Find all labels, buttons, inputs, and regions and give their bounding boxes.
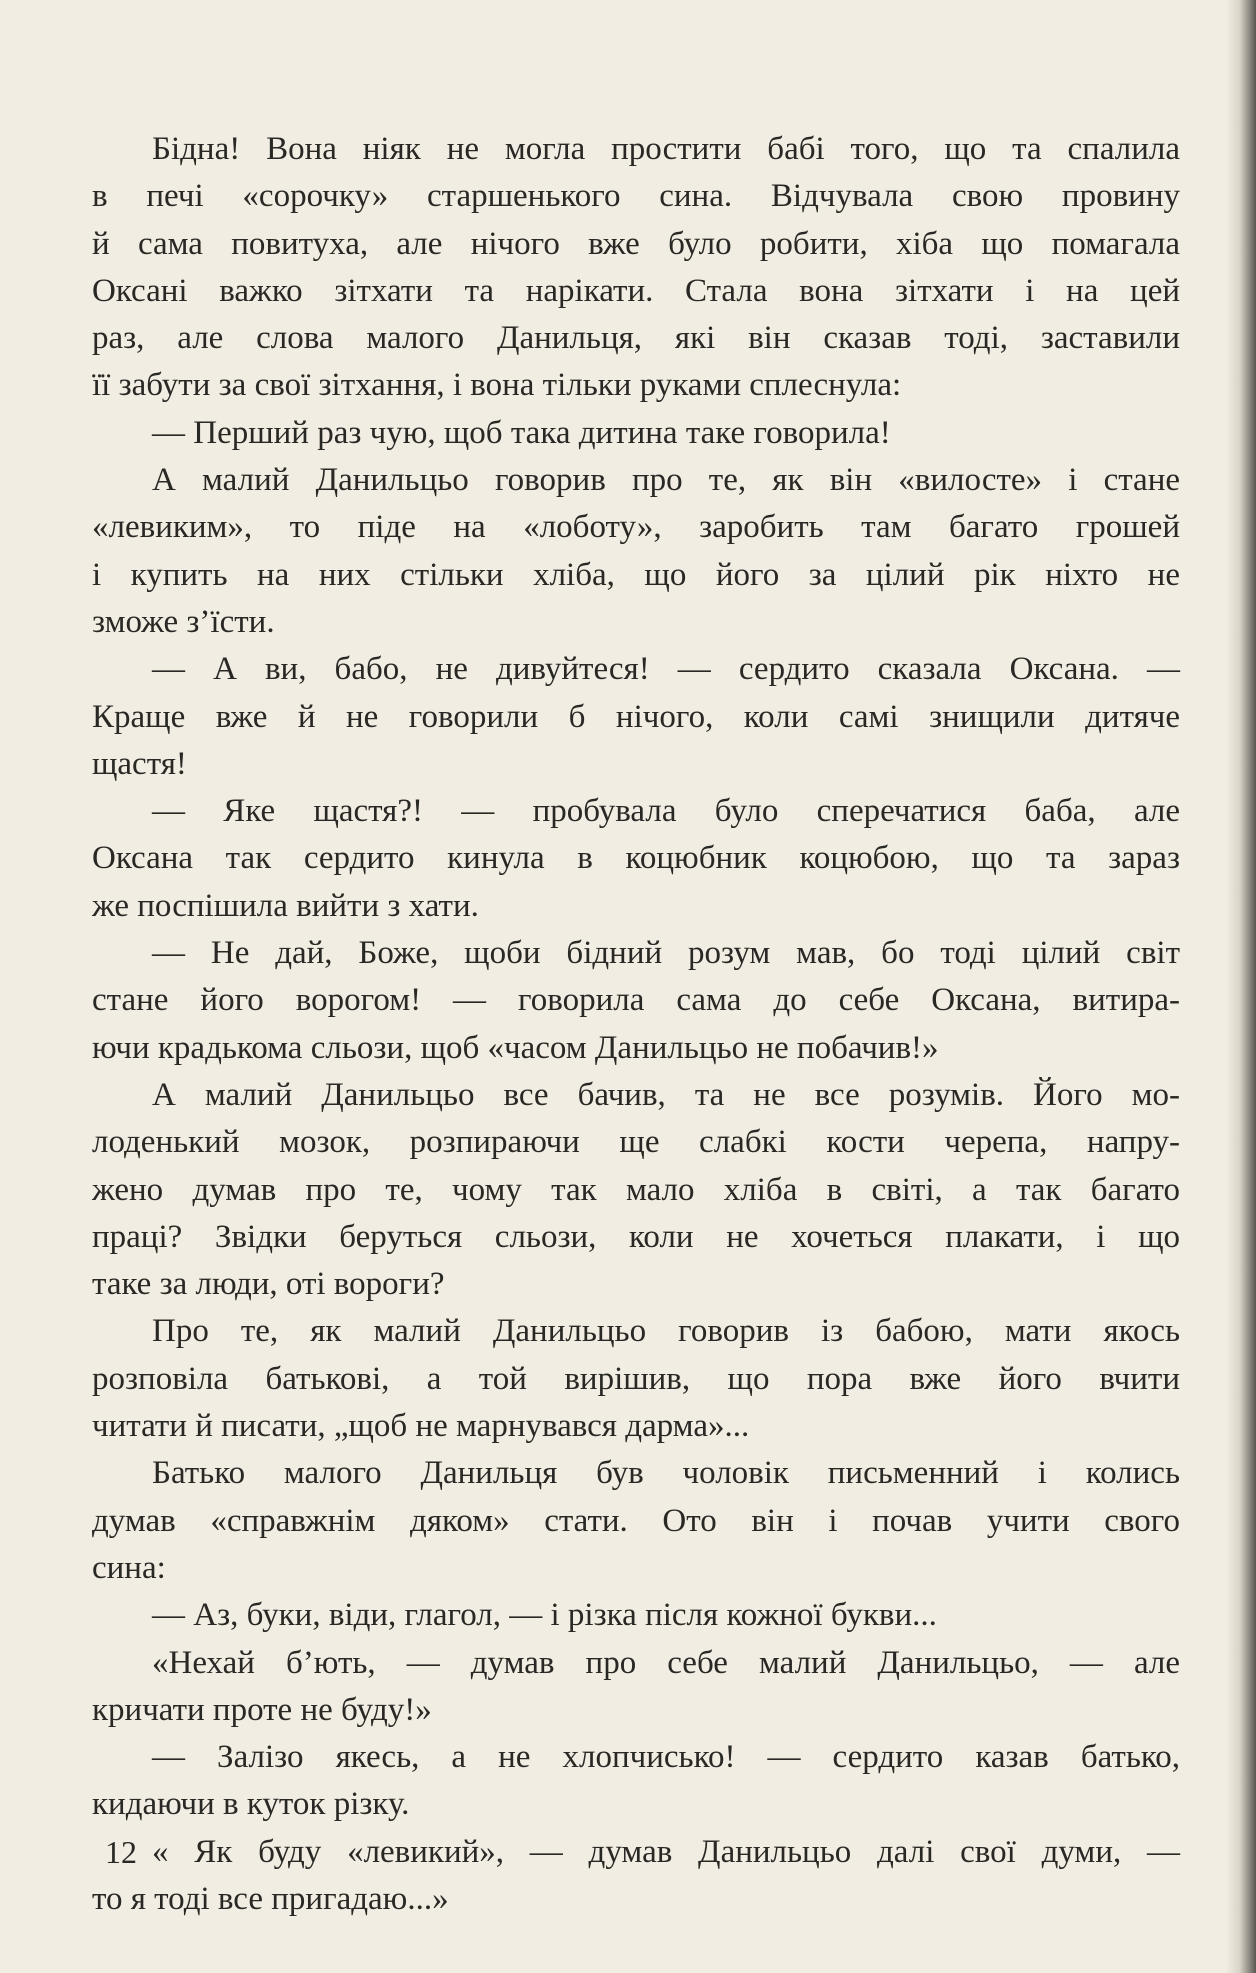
- text-line: «Нехай б’ють, — думав про себе малий Данильцьо, — але: [152, 1644, 1180, 1681]
- text-line: її забути за свої зітхання, і вона тільки руками сплеснула:: [92, 367, 902, 404]
- text-line: — Не дай, Боже, щоби бідний розум мав, бо тоді цілий світ: [152, 935, 1180, 972]
- text-line: — Залізо якесь, а не хлопчисько! — сердито казав батько,: [152, 1739, 1180, 1776]
- text-line: Краще вже й не говорили б нічого, коли самі знищили дитяче: [92, 698, 1180, 735]
- page-edge: [1226, 0, 1256, 1973]
- text-line: кричати проте не буду!»: [92, 1691, 432, 1728]
- text-line: Батько малого Данильця був чоловік письменний і колись: [152, 1455, 1180, 1492]
- page-number: 12: [105, 1834, 137, 1870]
- text-line: — Перший раз чую, щоб така дитина таке говорила!: [152, 414, 891, 451]
- text-line: й сама повитуха, але нічого вже було робити, хіба що помагала: [92, 225, 1180, 262]
- text-line: зможе з’їсти.: [92, 603, 275, 640]
- text-line: — А ви, бабо, не дивуйтеся! — сердито сказала Оксана. —: [152, 651, 1180, 688]
- text-line: « Як буду «левикий», — думав Данильцьо далі свої думи, —: [152, 1833, 1180, 1870]
- text-line: Оксана так сердито кинула в коцюбник коцюбою, що та зараз: [92, 840, 1180, 877]
- text-line: — Яке щастя?! — пробувала було сперечатися баба, але: [152, 793, 1180, 830]
- text-line: Про те, як малий Данильцьо говорив із бабою, мати якось: [152, 1313, 1180, 1350]
- text-line: А малий Данильцьо все бачив, та не все розумів. Його мо-: [152, 1076, 1180, 1113]
- text-line: А малий Данильцьо говорив про те, як він «вилосте» і стане: [152, 462, 1180, 499]
- text-line: Оксані важко зітхати та нарікати. Стала вона зітхати і на цей: [92, 272, 1180, 309]
- text-line: ючи крадькома сльози, щоб «часом Данильцьо не побачив!»: [92, 1029, 939, 1066]
- text-line: кидаючи в куток різку.: [92, 1786, 410, 1823]
- text-line: — Аз, буки, віди, глагол, — і різка після кожної букви...: [152, 1597, 937, 1634]
- text-line: раз, але слова малого Данильця, які він сказав тоді, заставили: [92, 320, 1180, 357]
- text-line: то я тоді все пригадаю...»: [92, 1880, 449, 1917]
- text-line: Бідна! Вона ніяк не могла простити бабі того, що та спалила: [152, 131, 1180, 167]
- text-line: розповіла батькові, а той вирішив, що пора вже його вчити: [92, 1360, 1180, 1397]
- text-line: стане його ворогом! — говорила сама до себе Оксана, витира-: [92, 982, 1180, 1019]
- text-line: щастя!: [92, 745, 187, 782]
- text-line: «левиким», то піде на «лоботу», заробить там багато грошей: [92, 509, 1180, 546]
- text-line: сина:: [92, 1549, 166, 1586]
- text-line: же поспішила вийти з хати.: [92, 887, 479, 924]
- text-line: і купить на них стільки хліба, що його за цілий рік ніхто не: [92, 556, 1180, 593]
- text-line: читати й писати, „щоб не марнувався дарма»...: [92, 1408, 750, 1445]
- text-line: таке за люди, оті вороги?: [92, 1266, 445, 1303]
- text-line: лоденький мозок, розпираючи ще слабкі кости черепа, напру-: [92, 1124, 1180, 1161]
- text-line: в печі «сорочку» старшенького сина. Відчувала свою провину: [92, 178, 1180, 215]
- text-line: праці? Звідки беруться сльози, коли не хочеться плакати, і що: [92, 1218, 1180, 1255]
- text-line: жено думав про те, чому так мало хліба в світі, а так багато: [92, 1171, 1180, 1208]
- text-line: думав «справжнім дяком» стати. Ото він і почав учити свого: [92, 1502, 1180, 1539]
